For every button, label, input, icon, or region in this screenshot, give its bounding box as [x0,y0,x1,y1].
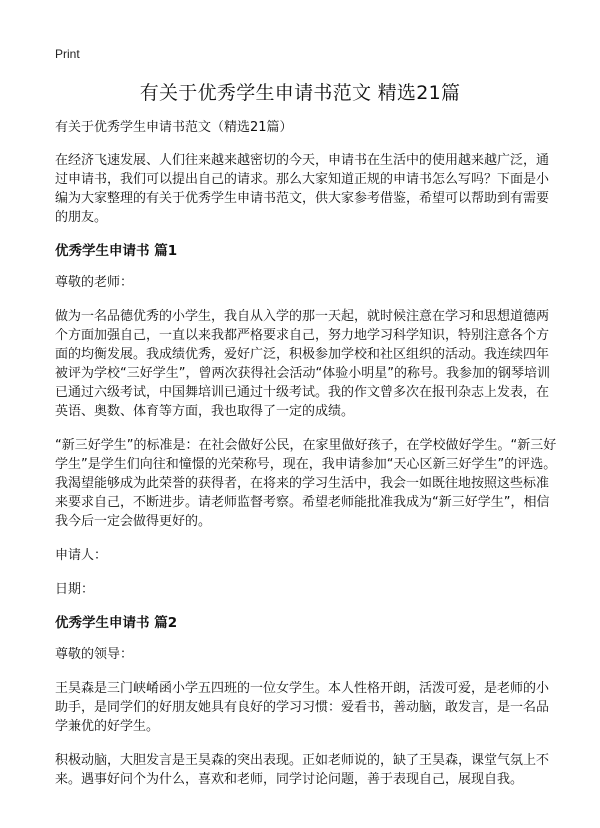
date-label: 日期： [55,582,95,597]
page-title: 有关于优秀学生申请书范文 精选21篇 [139,82,461,104]
salutation: 尊敬的领导： [55,647,134,662]
intro-paragraph: 在经济飞速发展、人们往来越来越密切的今天，申请书在生活中的使用越来越广泛，通过申请书，我们可以提出自己的请求。那么大家知道正规的申请书怎么写吗？下面是小编为大家整理的有关于优秀学生申请书范文，供大家参考借鉴，希望可以帮助到有需要的朋友。 [55,153,550,225]
section-heading: 优秀学生申请书 篇2 [55,615,178,631]
applicant-label: 申请人： [55,548,108,563]
article-subtitle: 有关于优秀学生申请书范文（精选21篇） [55,120,293,135]
body-paragraph: 做为一名品德优秀的小学生，我自从入学的那一天起，就时候注意在学习和思想道德两个方面加强自己，一直以来我都严格要求自己，努力地学习科学知识，特别注意各个方面的均衡发展。我成绩优秀，爱好广泛，积极参加学校和社区组织的活动。我连续四年被评为学校“三好学生”，曾两次获得社会活动“体验小明星”的称号。我参加的钢琴培训已通过六级考试，中国舞培训已通过十级考试。我的作文曾多次在报刊杂志上发表，在英语、奥数、体育等方面，我也取得了一定的成绩。 [55,309,550,419]
print-link[interactable]: Print [55,47,80,61]
body-paragraph: 积极动脑，大胆发言是王昊森的突出表现。正如老师说的，缺了王昊森，课堂气氛上不来。遇事好问个为什么，喜欢和老师，同学讨论问题，善于表现自己，展现自我。 [55,753,550,787]
article-body [55,118,560,804]
body-paragraph: “新三好学生”的标准是：在社会做好公民，在家里做好孩子，在学校做好学生。“新三好学生”是学生们向往和憧憬的光荣称号，现在，我申请参加“天心区新三好学生”的评选。我渴望能够成为此荣誉的获得者，在将来的学习生活中，我会一如既往地按照这些标准来要求自己，不断进步。请老师监督考察。希望老师能批准我成为“新三好学生”，相信我今后一定会做得更好的。 [55,438,557,529]
section-heading: 优秀学生申请书 篇1 [55,243,178,259]
salutation: 尊敬的老师： [55,275,134,290]
body-paragraph: 王昊森是三门峡崤函小学五四班的一位女学生。本人性格开朗，活泼可爱，是老师的小助手，是同学们的好朋友她具有良好的学习习惯：爱看书，善动脑，敢发言，是一名品学兼优的好学生。 [55,681,550,734]
